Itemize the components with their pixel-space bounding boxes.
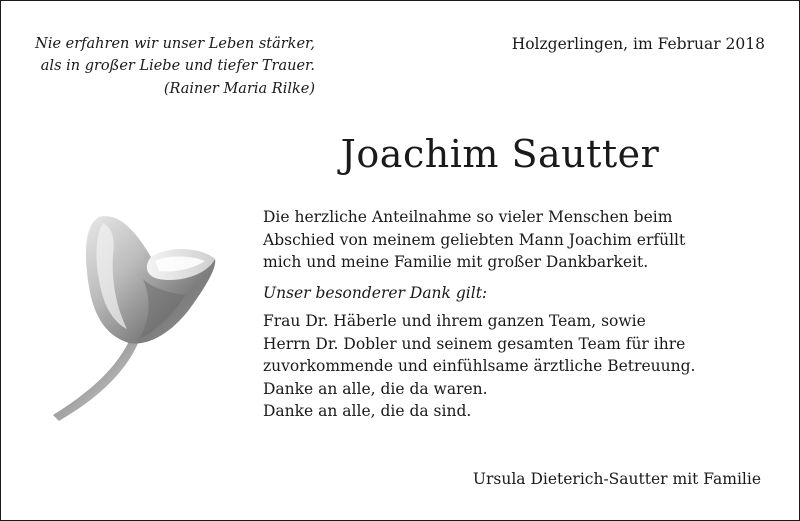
deceased-name: Joachim Sautter	[340, 132, 660, 176]
signature: Ursula Dieterich-Sautter mit Familie	[472, 470, 761, 488]
thank-you-paragraph	[263, 206, 783, 274]
quote-line: Nie erfahren wir unser Leben stärker,	[35, 36, 315, 52]
text-line: Danke an alle, die da waren.	[263, 379, 488, 398]
special-thanks-paragraph	[263, 310, 783, 378]
text-line: Danke an alle, die da sind.	[263, 402, 472, 420]
quote-line: als in großer Liebe und tiefer Trauer.	[40, 58, 315, 74]
text-line: zuvorkommende und einfühlsame ärztliche Betreuung.	[263, 357, 696, 375]
quote-author: (Rainer Maria Rilke)	[163, 81, 315, 97]
text-line: mich und meine Familie mit großer Dankbarkeit.	[263, 253, 649, 271]
text-line: Abschied von meinem geliebten Mann Joachim erfüllt	[263, 230, 686, 249]
closing-paragraph	[263, 378, 783, 423]
text-line: Die herzliche Anteilnahme so vieler Menschen beim	[263, 208, 673, 226]
place-and-date: Holzgerlingen, im Februar 2018	[511, 35, 765, 53]
notice-body	[263, 206, 783, 423]
rilke-quote	[29, 33, 315, 100]
special-thanks-heading: Unser besonderer Dank gilt:	[263, 283, 488, 302]
text-line: Herrn Dr. Dobler und seinem gesamten Team für ihre	[263, 334, 686, 353]
text-line: Frau Dr. Häberle und ihrem ganzen Team, sowie	[263, 312, 646, 330]
calla-lily-icon	[47, 209, 227, 429]
